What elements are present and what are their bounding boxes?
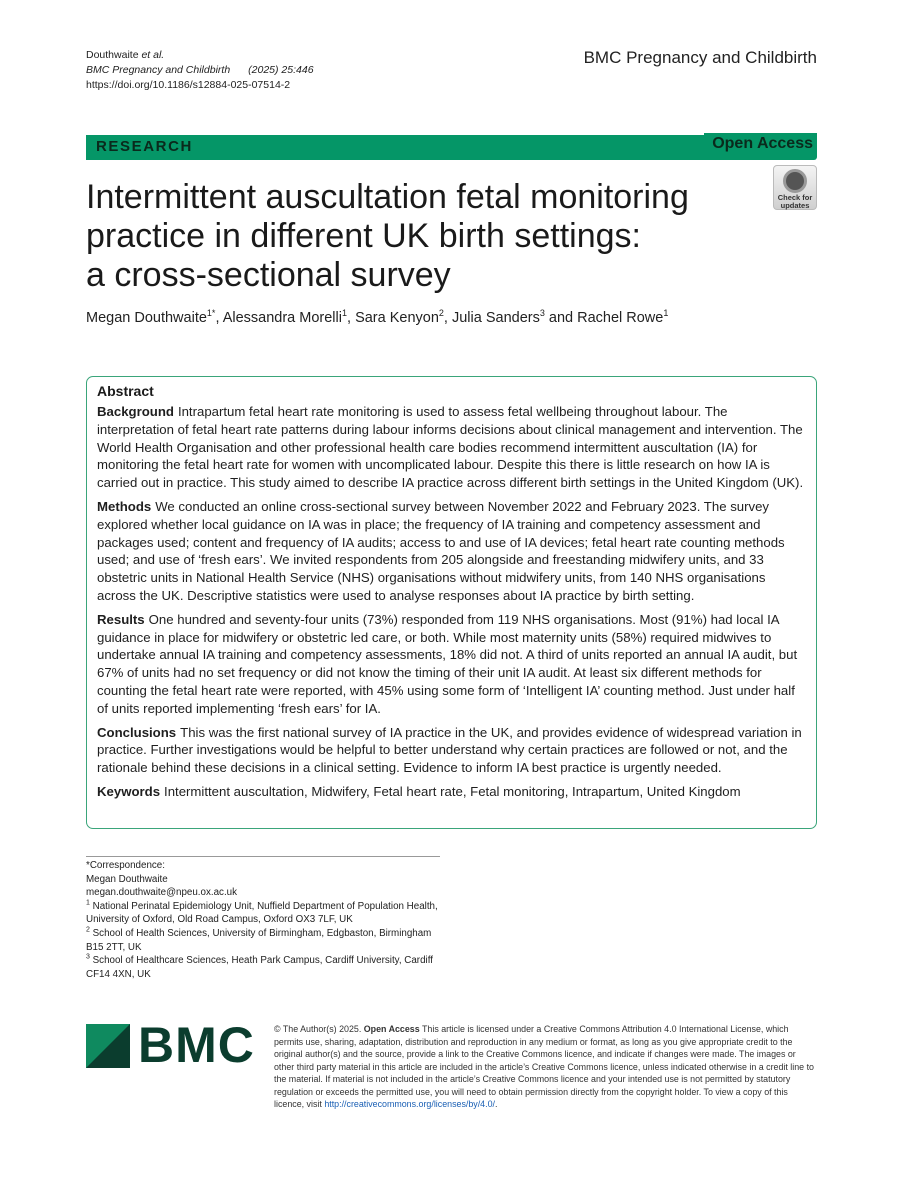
author[interactable]: Sara Kenyon$^2$ <box>355 308 444 326</box>
abstract-conclusions: Conclusions This was the first national survey of IA practice in the UK, and provides evidence of widespread variation in practice. Further investigations would be helpful to better understand why certain practices are followed or not, and the rationale behind these decisions in a clinical setting. Evidence to inform IA best practice is urgently needed. <box>97 724 802 776</box>
abstract-keywords: Keywords Intermittent auscultation, Midwifery, Fetal heart rate, Fetal monitoring, Intrapartum, United Kingdom <box>97 783 741 799</box>
license-link[interactable]: http://creativecommons.org/licenses/by/4.0/ <box>324 1099 495 1109</box>
affiliation: $^1$ National Perinatal Epidemiology Unit, Nuffield Department of Population Health, University of Oxford, Old Road Campus, Oxford OX3 7LF, UK <box>86 899 438 926</box>
volume: (2025) 25:446 <box>248 64 314 76</box>
running-author <box>86 48 314 63</box>
correspondence-label: *Correspondence: <box>86 860 165 871</box>
footnote-divider <box>86 856 440 857</box>
bmc-logo <box>86 1017 256 1073</box>
article-title <box>86 178 766 295</box>
article-meta <box>86 48 314 93</box>
author-list: Megan Douthwaite$^{1*}$, Alessandra Morelli$^1$, Sara Kenyon$^2$, Julia Sanders$^3$ and Rachel Rowe$^1$ <box>86 308 669 326</box>
abstract-heading: Abstract <box>97 383 154 399</box>
journal-italic: BMC Pregnancy and Childbirth <box>86 64 231 76</box>
abstract-methods: Methods We conducted an online cross-sectional survey between November 2022 and February 2023. The survey explored whether local guidance on IA was in place; the frequency of IA training and competency assessment and packages used; content and frequency of IA audits; access to and use of IA devices; fetal heart rate counting methods used; and use of ‘fresh ears’. We invited respondents from 205 alongside and freestanding midwifery units, and 33 obstetric units in National Health Service (NHS) organisations without midwifery units, from 140 NHS organisations across the UK. Descriptive statistics were used to analyse responses about IA practice by birth setting. <box>97 498 785 603</box>
abstract-box <box>86 376 817 829</box>
license-text: © The Author(s) 2025. Open Access This article is licensed under a Creative Commons Attribution 4.0 International License, which permits use, sharing, adaptation, distribution and reproduction in any medium or format, as long as you give appropriate credit to the original author(s) and the source, provide a link to the Creative Commons licence, and indicate if changes were made. The images or other third party material in this article are included in the article’s Creative Commons licence, unless indicated otherwise in a credit line to the material. If material is not included in the article’s Creative Commons licence and your intended use is not permitted by statutory regulation or exceeds the permitted use, you will need to obtain permission directly from the copyright holder. To view a copy of this licence, visit http://creativecommons.org/licenses/by/4.0/. <box>274 1024 814 1109</box>
research-label: RESEARCH <box>96 138 193 155</box>
doi-link[interactable]: https://doi.org/10.1186/s12884-025-07514-2 <box>86 79 291 91</box>
author[interactable]: Rachel Rowe$^1$ <box>577 308 669 326</box>
author-short: Douthwaite <box>86 49 139 61</box>
title-line-3: a cross-sectional survey <box>86 256 451 294</box>
journal-name: BMC Pregnancy and Childbirth <box>583 48 817 67</box>
open-access-label: Open Access <box>704 133 817 157</box>
affiliation: $^3$ School of Healthcare Sciences, Heath Park Campus, Cardiff University, Cardiff CF14 4XN, UK <box>86 953 433 980</box>
title-line-2: practice in different UK birth settings: <box>86 217 641 255</box>
correspondence-block <box>86 859 446 981</box>
et-al: et al. <box>141 49 165 61</box>
abstract-background: Background Intrapartum fetal heart rate monitoring is used to assess fetal wellbeing throughout labour. The interpretation of fetal heart rate patterns during labour informs decisions about clinical management and intervention. The World Health Organisation and other professional health care bodies recommend intermittent auscultation (IA) for monitoring the fetal heart rate for women with uncomplicated labour. Despite this there is little research on how IA is carried out in practice. This study aimed to describe IA practice across different birth settings in the United Kingdom (UK). <box>97 404 804 491</box>
correspondence-email[interactable]: megan.douthwaite@npeu.ox.ac.uk <box>86 887 238 899</box>
check-updates-line1: Check for <box>777 193 813 202</box>
bmc-logo-triangle-icon <box>86 1024 130 1068</box>
check-updates-line2: updates <box>780 201 810 210</box>
bmc-logo-text: BMC <box>138 1017 255 1073</box>
author[interactable]: Alessandra Morelli$^1$ <box>222 308 347 326</box>
abstract-results: Results One hundred and seventy-four units (73%) responded from 119 NHS organisations. Most (91%) had local IA guidance in place for midwifery or obstetric led care, or both. While most maternity units (58%) required midwives to undertake annual IA training and competency assessments, 18% did not. A third of units reported an annual IA audit, but 67% of units had no set frequency or did not know the timing of their unit IA audit. At least six different methods for counting the fetal heart rate were reported, with 45% using some form of ‘Intelligent IA’ counting method. Just under half of units reported implementing ‘fresh ears’ for IA. <box>97 611 798 716</box>
citation-line <box>86 63 314 78</box>
correspondence-name: Megan Douthwaite <box>86 873 168 885</box>
check-updates-icon <box>783 169 807 193</box>
article-type-banner <box>86 135 817 160</box>
affiliation: $^2$ School of Health Sciences, University of Birmingham, Edgbaston, Birmingham B15 2TT, UK <box>86 926 432 953</box>
author[interactable]: Megan Douthwaite$^{1*}$ <box>86 308 216 326</box>
title-line-1: Intermittent auscultation fetal monitoring <box>86 178 689 216</box>
author[interactable]: Julia Sanders$^3$ <box>451 308 545 326</box>
check-for-updates-button[interactable] <box>773 165 817 210</box>
